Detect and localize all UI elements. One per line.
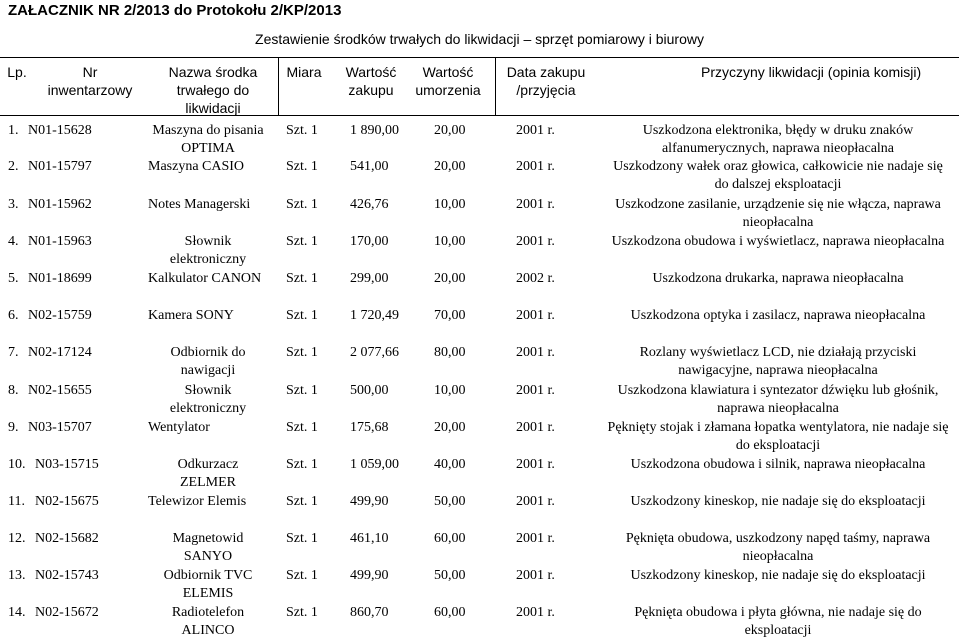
row-reason: Uszkodzona klawiatura i syntezator dźwięku lub głośnik, [617, 383, 939, 398]
header-reason: Przyczyny likwidacji (opinia komisji) [701, 64, 922, 80]
row-lp: 7. [8, 345, 19, 360]
header-inventory-number: inwentarzowy [47, 82, 133, 98]
row-purchase-date: 2001 r. [516, 383, 555, 398]
row-asset-name: Notes Managerski [148, 197, 251, 212]
row-inventory-number: N01-15962 [28, 197, 92, 212]
row-depreciation: 10,00 [434, 383, 466, 398]
row-lp: 3. [8, 197, 19, 212]
row-reason: Rozlany wyświetlacz LCD, nie działają przyciski [639, 345, 917, 360]
row-unit: Szt. 1 [286, 271, 318, 286]
row-inventory-number: N02-15672 [35, 605, 99, 620]
header-unit: Miara [286, 64, 322, 80]
row-purchase-value: 461,10 [350, 531, 389, 546]
row-purchase-date: 2001 r. [516, 568, 555, 583]
row-inventory-number: N02-15743 [35, 568, 99, 583]
row-lp: 6. [8, 308, 19, 323]
row-inventory-number: N01-15628 [28, 123, 92, 138]
row-reason: Uszkodzony wałek oraz głowica, całkowicie nie nadaje się [613, 159, 943, 174]
row-lp: 14. [8, 605, 26, 620]
header-asset-name: Nazwa środka [168, 64, 258, 80]
header-purchase-date: /przyjęcia [516, 82, 576, 98]
row-purchase-date: 2001 r. [516, 531, 555, 546]
row-inventory-number: N01-15963 [28, 234, 92, 249]
row-unit: Szt. 1 [286, 531, 318, 546]
row-asset-name: ALINCO [181, 623, 235, 638]
row-inventory-number: N03-15707 [28, 420, 92, 435]
row-lp: 2. [8, 159, 19, 174]
row-reason: nieopłacalna [742, 215, 814, 230]
row-purchase-value: 860,70 [350, 605, 389, 620]
row-purchase-date: 2001 r. [516, 197, 555, 212]
row-lp: 12. [8, 531, 26, 546]
row-purchase-value: 2 077,66 [350, 345, 399, 360]
row-asset-name: Magnetowid [172, 531, 244, 546]
row-asset-name: Odkurzacz [177, 457, 239, 472]
row-lp: 1. [8, 123, 19, 138]
row-asset-name: elektroniczny [169, 401, 247, 416]
row-inventory-number: N01-15797 [28, 159, 92, 174]
row-reason: Uszkodzona drukarka, naprawa nieopłacalna [652, 271, 904, 286]
row-depreciation: 70,00 [434, 308, 466, 323]
row-depreciation: 20,00 [434, 420, 466, 435]
row-asset-name: Słownik [184, 234, 232, 249]
row-lp: 4. [8, 234, 19, 249]
header-depreciation: Wartość [422, 64, 474, 80]
row-depreciation: 50,00 [434, 494, 466, 509]
row-reason: Uszkodzony kineskop, nie nadaje się do eksploatacji [630, 568, 926, 583]
row-lp: 8. [8, 383, 19, 398]
row-depreciation: 50,00 [434, 568, 466, 583]
header-purchase-value: zakupu [348, 82, 394, 98]
header-inventory-number: Nr [82, 64, 98, 80]
row-reason: do dalszej eksploatacji [714, 177, 842, 192]
row-purchase-date: 2001 r. [516, 420, 555, 435]
row-reason: Pęknięta obudowa i płyta główna, nie nadaje się do [634, 605, 922, 620]
row-asset-name: Odbiornik do [170, 345, 246, 360]
row-purchase-date: 2002 r. [516, 271, 555, 286]
row-depreciation: 10,00 [434, 197, 466, 212]
row-asset-name: Kalkulator CANON [148, 271, 262, 286]
header-purchase-date: Data zakupu [506, 64, 586, 80]
row-reason: eksploatacji [744, 623, 812, 638]
row-unit: Szt. 1 [286, 234, 318, 249]
row-purchase-date: 2001 r. [516, 308, 555, 323]
row-reason: Uszkodzona obudowa i silnik, naprawa nieopłacalna [630, 457, 926, 472]
row-purchase-date: 2001 r. [516, 457, 555, 472]
row-unit: Szt. 1 [286, 605, 318, 620]
row-purchase-value: 170,00 [350, 234, 389, 249]
row-inventory-number: N03-15715 [35, 457, 99, 472]
row-asset-name: elektroniczny [169, 252, 247, 267]
row-depreciation: 40,00 [434, 457, 466, 472]
row-purchase-value: 541,00 [350, 159, 389, 174]
row-depreciation: 20,00 [434, 159, 466, 174]
row-unit: Szt. 1 [286, 308, 318, 323]
row-purchase-value: 1 059,00 [350, 457, 399, 472]
table-top-border [0, 57, 959, 58]
row-unit: Szt. 1 [286, 420, 318, 435]
row-lp: 13. [8, 568, 26, 583]
document-heading: ZAŁACZNIK NR 2/2013 do Protokołu 2/KP/2013 [8, 2, 342, 19]
row-unit: Szt. 1 [286, 568, 318, 583]
row-purchase-date: 2001 r. [516, 494, 555, 509]
row-asset-name: ZELMER [180, 475, 236, 490]
row-asset-name: OPTIMA [181, 141, 235, 156]
row-asset-name: Radiotelefon [171, 605, 245, 620]
row-reason: Uszkodzony kineskop, nie nadaje się do eksploatacji [630, 494, 926, 509]
row-purchase-value: 499,90 [350, 568, 389, 583]
row-purchase-value: 500,00 [350, 383, 389, 398]
row-unit: Szt. 1 [286, 383, 318, 398]
row-asset-name: Maszyna do pisania [152, 123, 264, 138]
row-reason: Pęknięty stojak i złamana łopatka wentylatora, nie nadaje się [607, 420, 949, 435]
row-unit: Szt. 1 [286, 159, 318, 174]
row-unit: Szt. 1 [286, 494, 318, 509]
row-purchase-date: 2001 r. [516, 605, 555, 620]
row-lp: 10. [8, 457, 26, 472]
row-asset-name: Telewizor Elemis [148, 494, 247, 509]
row-reason: Uszkodzone zasilanie, urządzenie się nie włącza, naprawa [615, 197, 941, 212]
row-inventory-number: N02-17124 [28, 345, 92, 360]
row-inventory-number: N02-15675 [35, 494, 99, 509]
row-asset-name: SANYO [183, 549, 233, 564]
row-purchase-value: 499,90 [350, 494, 389, 509]
row-asset-name: Maszyna CASIO [148, 159, 245, 174]
header-depreciation: umorzenia [415, 82, 481, 98]
row-asset-name: Wentylator [148, 420, 210, 435]
row-asset-name: Kamera SONY [148, 308, 234, 323]
document-subtitle: Zestawienie środków trwałych do likwidacji – sprzęt pomiarowy i biurowy [255, 31, 704, 47]
row-depreciation: 10,00 [434, 234, 466, 249]
header-purchase-value: Wartość [345, 64, 397, 80]
row-inventory-number: N01-18699 [28, 271, 92, 286]
row-asset-name: nawigacji [180, 363, 236, 378]
row-asset-name: Odbiornik TVC [163, 568, 253, 583]
header-asset-name: trwałego do [176, 82, 250, 98]
row-unit: Szt. 1 [286, 345, 318, 360]
header-lp: Lp. [7, 64, 27, 80]
row-inventory-number: N02-15655 [28, 383, 92, 398]
row-purchase-value: 175,68 [350, 420, 389, 435]
row-purchase-value: 1 720,49 [350, 308, 399, 323]
row-purchase-value: 426,76 [350, 197, 389, 212]
row-depreciation: 60,00 [434, 531, 466, 546]
row-asset-name: Słownik [184, 383, 232, 398]
row-reason: Pęknięta obudowa, uszkodzony napęd taśmy, naprawa [625, 531, 931, 546]
row-lp: 11. [8, 494, 25, 509]
row-purchase-date: 2001 r. [516, 345, 555, 360]
row-reason: Uszkodzona obudowa i wyświetlacz, naprawa nieopłacalna [611, 234, 945, 249]
row-reason: Uszkodzona elektronika, błędy w druku znaków [642, 123, 914, 138]
row-purchase-date: 2001 r. [516, 234, 555, 249]
row-depreciation: 20,00 [434, 123, 466, 138]
row-reason: Uszkodzona optyka i zasilacz, naprawa nieopłacalna [630, 308, 926, 323]
row-inventory-number: N02-15682 [35, 531, 99, 546]
row-inventory-number: N02-15759 [28, 308, 92, 323]
row-reason: alfanumerycznych, naprawa nieopłacalna [661, 141, 895, 156]
row-purchase-date: 2001 r. [516, 123, 555, 138]
row-asset-name: ELEMIS [182, 586, 234, 601]
row-depreciation: 60,00 [434, 605, 466, 620]
row-lp: 9. [8, 420, 19, 435]
row-purchase-date: 2001 r. [516, 159, 555, 174]
row-reason: nieopłacalna [742, 549, 814, 564]
row-depreciation: 80,00 [434, 345, 466, 360]
row-reason: nawigacyjne, naprawa nieopłacalna [678, 363, 878, 378]
row-lp: 5. [8, 271, 19, 286]
row-unit: Szt. 1 [286, 457, 318, 472]
row-reason: do eksploatacji [735, 438, 821, 453]
row-depreciation: 20,00 [434, 271, 466, 286]
row-purchase-value: 299,00 [350, 271, 389, 286]
row-unit: Szt. 1 [286, 123, 318, 138]
header-asset-name: likwidacji [185, 100, 241, 116]
row-unit: Szt. 1 [286, 197, 318, 212]
row-purchase-value: 1 890,00 [350, 123, 399, 138]
row-reason: naprawa nieopłacalna [717, 401, 839, 416]
